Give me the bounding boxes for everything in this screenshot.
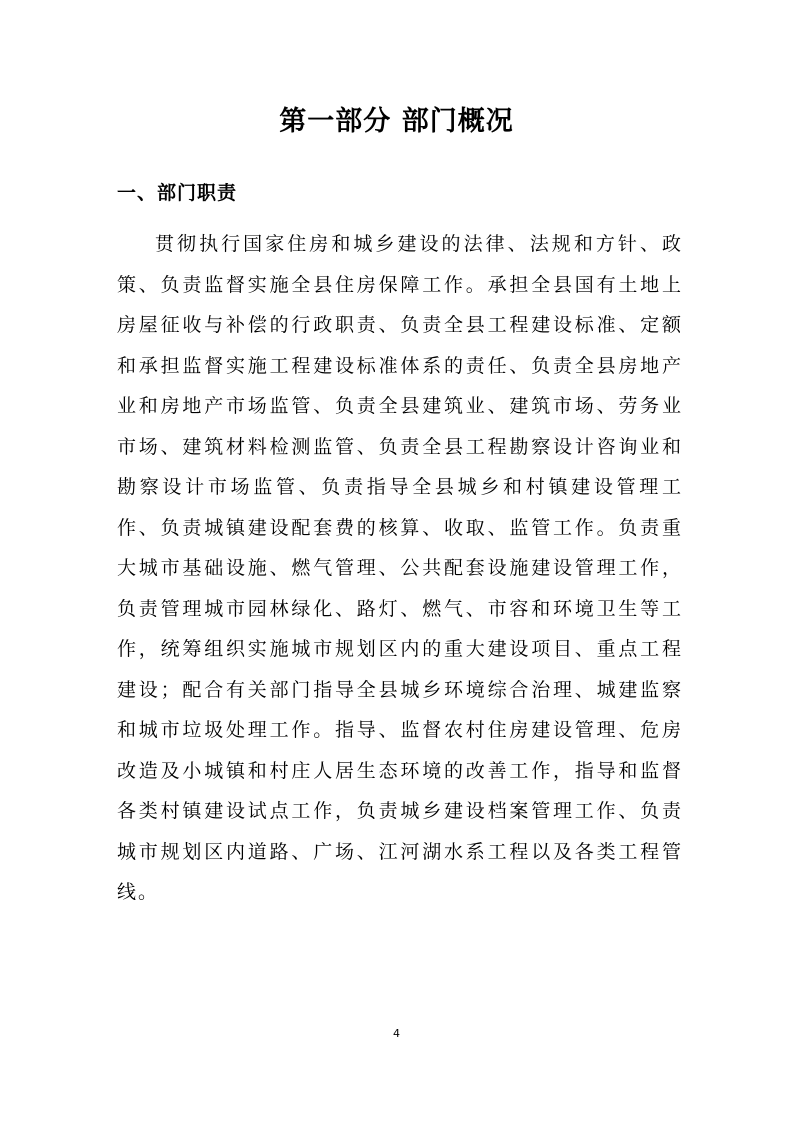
page-title: 第一部分 部门概况 xyxy=(279,106,514,137)
body-paragraph: 贯彻执行国家住房和城乡建设的法律、法规和方针、政策、负责监督实施全县住房保障工作。承担全县国有土地上房屋征收与补偿的行政职责、负责全县工程建设标准、定额和承担监督实施工程建设标准体系的责任、负责全县房地产业和房地产市场监管、负责全县建筑业、建筑市场、劳务业市场、建筑材料检测监管、负责全县工程勘察设计咨询业和勘察设计市场监管、负责指导全县城乡和村镇建设管理工作、负责城镇建设配套费的核算、收取、监管工作。负责重大城市基础设施、燃气管理、公共配套设施建设管理工作，负责管理城市园林绿化、路灯、燃气、市容和环境卫生等工作，统筹组织实施城市规划区内的重大建设项目、重点工程建设；配合有关部门指导全县城乡环境综合治理、城建监察和城市垃圾处理工作。指导、监督农村住房建设管理、危房改造及小城镇和村庄人居生态环境的改善工作，指导和监督各类村镇建设试点工作，负责城乡建设档案管理工作、负责城市规划区内道路、广场、江河湖水系工程以及各类工程管线。 xyxy=(117,233,683,903)
page-number: 4 xyxy=(393,1027,400,1040)
section-heading: 一、部门职责 xyxy=(117,182,238,204)
